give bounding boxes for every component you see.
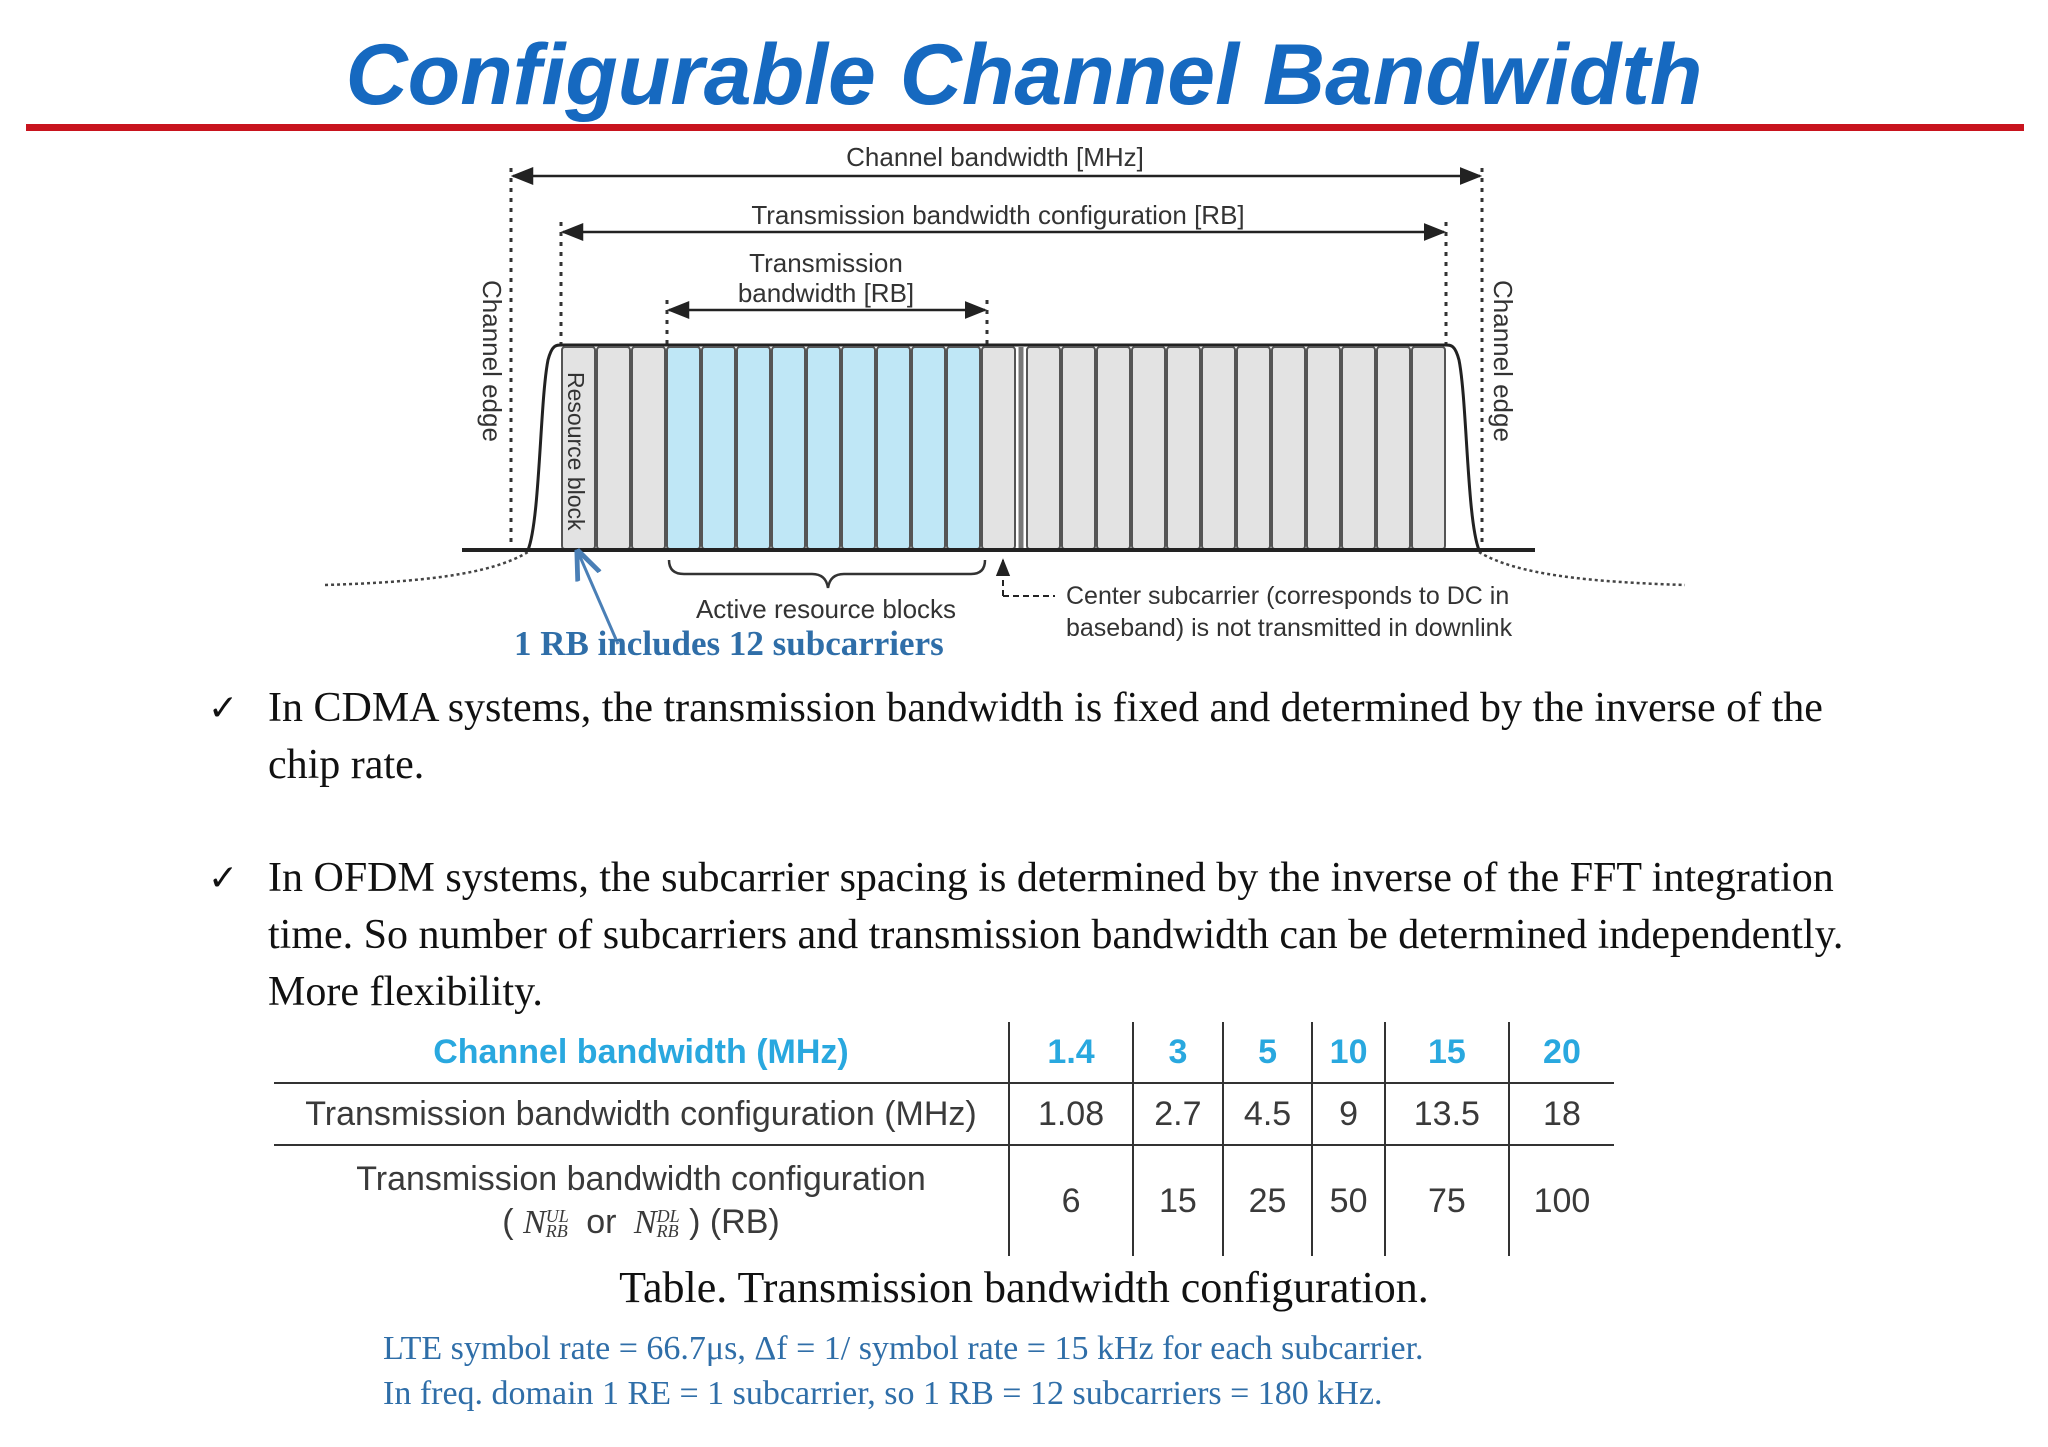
channel-bandwidth-diagram (0, 0, 2048, 680)
resource-block (1062, 347, 1095, 549)
row2-n-dl-sup: DL (656, 1206, 680, 1227)
resource-block (1132, 347, 1165, 549)
active-rb-label: Active resource blocks (695, 594, 957, 624)
table-cell: 18 (1509, 1083, 1614, 1145)
spectrum-skirt-right (1479, 552, 1685, 585)
active-resource-block (807, 347, 840, 549)
checkmark-icon: ✓ (208, 858, 239, 899)
row2-n-ul: N (523, 1204, 546, 1241)
table-header-cell: 15 (1385, 1022, 1509, 1083)
table-row (274, 1083, 1614, 1145)
table-cell: 2.7 (1133, 1083, 1223, 1145)
table-cell: 50 (1312, 1145, 1384, 1256)
table-cell: 75 (1385, 1145, 1509, 1256)
bullet-text: In CDMA systems, the transmission bandwidth is fixed and determined by the inverse of the chip rate. (268, 685, 1823, 788)
active-resource-block (912, 347, 945, 549)
table-header-cell: 10 (1312, 1022, 1384, 1083)
table-row-label: Transmission bandwidth configuration (MHz) (274, 1083, 1009, 1145)
row2-n-dl: N (633, 1204, 657, 1241)
note-rb-size: In freq. domain 1 RE = 1 subcarrier, so 1 RB = 12 subcarriers = 180 kHz. (383, 1375, 1383, 1412)
table-cell: 15 (1133, 1145, 1223, 1256)
table-row-label (274, 1145, 1009, 1256)
bandwidth-table (274, 1022, 1614, 1256)
spectrum-skirt-left (325, 552, 528, 585)
table-header-row (274, 1022, 1614, 1083)
active-resource-block (877, 347, 910, 549)
table-cell: 25 (1223, 1145, 1313, 1256)
tx-config-label: Transmission bandwidth configuration [RB] (751, 200, 1245, 230)
page-title: Configurable Channel Bandwidth (345, 27, 1703, 123)
rb-subcarrier-note: 1 RB includes 12 subcarriers (514, 624, 944, 663)
resource-block (1167, 347, 1200, 549)
channel-edge-right-label: Channel edge (1488, 280, 1518, 442)
resource-block-group (562, 347, 1445, 549)
resource-block (1377, 347, 1410, 549)
active-resource-block (947, 347, 980, 549)
table-cell: 9 (1312, 1083, 1384, 1145)
row2-n-dl-sub: RB (656, 1221, 679, 1242)
table-caption: Table. Transmission bandwidth configuration. (619, 1263, 1429, 1312)
center-note-line2: baseband) is not transmitted in downlink (1066, 614, 1513, 642)
active-rb-brace (669, 560, 985, 588)
row2-n-ul-sup: UL (545, 1206, 569, 1227)
row2-n-ul-sub: RB (545, 1221, 568, 1242)
row2-or: or (586, 1203, 617, 1241)
resource-block (1272, 347, 1305, 549)
resource-block (1027, 347, 1060, 549)
table-header-cell: 1.4 (1009, 1022, 1133, 1083)
resource-block (982, 347, 1015, 549)
resource-block (632, 347, 665, 549)
tx-bw-label-line1: Transmission (749, 248, 903, 278)
table-header-cell: 5 (1223, 1022, 1313, 1083)
row2-open: ( (502, 1203, 514, 1241)
channel-bw-label: Channel bandwidth [MHz] (846, 142, 1144, 172)
table-cell: 4.5 (1223, 1083, 1313, 1145)
row2-label-line2 (274, 1203, 1008, 1242)
active-resource-block (737, 347, 770, 549)
resource-block (597, 347, 630, 549)
active-resource-block (702, 347, 735, 549)
table-cell: 6 (1009, 1145, 1133, 1256)
resource-block (1342, 347, 1375, 549)
tx-bw-label-line2: bandwidth [RB] (737, 278, 915, 308)
resource-block (1097, 347, 1130, 549)
table-cell: 1.08 (1009, 1083, 1133, 1145)
row2-label-line1: Transmission bandwidth configuration (356, 1160, 926, 1198)
active-resource-block (772, 347, 805, 549)
bullet-text: In OFDM systems, the subcarrier spacing is determined by the inverse of the FFT integration time. So number of subcarriers and transmission bandwidth can be determined independently. More flexibility. (268, 855, 1844, 1015)
checkmark-icon: ✓ (208, 688, 239, 729)
table-row (274, 1145, 1614, 1256)
resource-block (1412, 347, 1445, 549)
table-header-label: Channel bandwidth (MHz) (433, 1032, 849, 1071)
resource-block (1237, 347, 1270, 549)
row2-close: ) (RB) (689, 1203, 780, 1241)
table-header-cell: 20 (1509, 1022, 1614, 1083)
resource-block-label: Resource block (563, 372, 589, 531)
active-resource-block (842, 347, 875, 549)
channel-edge-left-label: Channel edge (477, 280, 507, 442)
table-header-cell: 3 (1133, 1022, 1223, 1083)
table-cell: 13.5 (1385, 1083, 1509, 1145)
table-cell: 100 (1509, 1145, 1614, 1256)
resource-block (1202, 347, 1235, 549)
center-note-line1: Center subcarrier (corresponds to DC in (1066, 582, 1510, 610)
note-symbol-rate: LTE symbol rate = 66.7μs, Δf = 1/ symbol rate = 15 kHz for each subcarrier. (383, 1330, 1424, 1367)
active-resource-block (667, 347, 700, 549)
resource-block (1307, 347, 1340, 549)
